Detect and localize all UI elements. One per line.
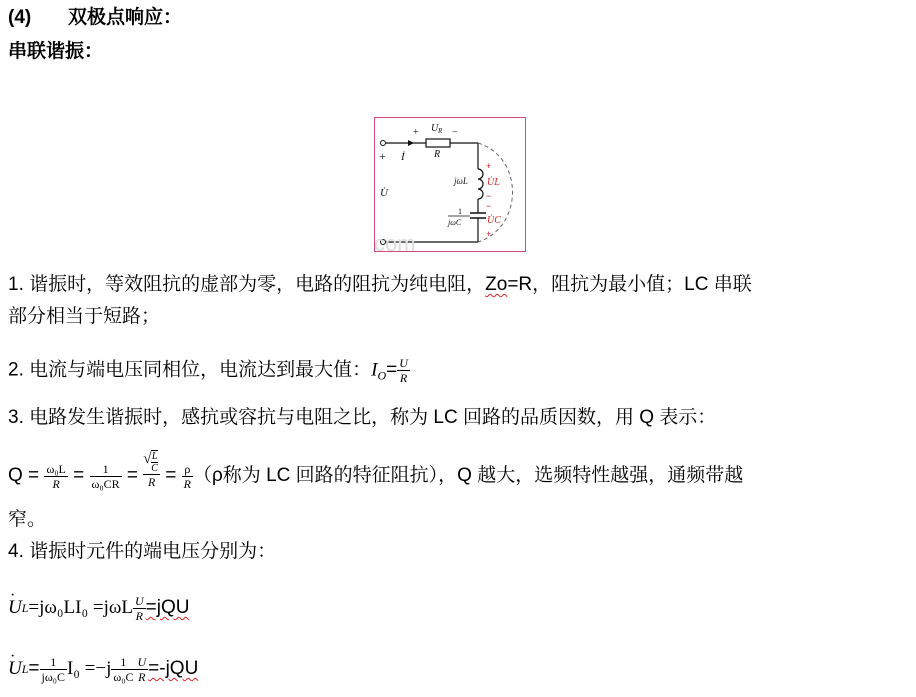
svg-text:İ: İ bbox=[401, 151, 405, 163]
item-2: 2. 电流与端电压同相位，电流达到最大值：$I_O=$ $\frac{U}{R}$ bbox=[8, 356, 408, 385]
svg-text:R: R bbox=[434, 149, 441, 160]
svg-text:R: R bbox=[438, 127, 443, 135]
fraction-1-over-jw0c: $\frac{1}{\text{jω₀C}}$ bbox=[41, 654, 65, 684]
svg-text:−: − bbox=[486, 191, 492, 201]
jqu-term-uc: =-jQU bbox=[148, 658, 199, 679]
terminal-top bbox=[381, 141, 386, 146]
fraction-sqrt-lc-over-r: √ $\frac{L}{C}$ R bbox=[143, 450, 158, 489]
resistor bbox=[426, 139, 450, 147]
section-subtitle: 串联谐振： bbox=[8, 41, 104, 62]
fraction-u-over-r-ul: $\frac{U}{R}$ bbox=[134, 593, 144, 623]
jqu-term-ul: =jQU bbox=[145, 597, 190, 618]
ul-formula: · U L =jω₀LI₀ =jωL $\frac{U}{R}$ =jQU bbox=[8, 588, 189, 628]
item-3: 3. 电路发生谐振时，感抗或容抗与电阻之比，称为 LC 回路的品质因数，用 Q 表示： bbox=[8, 407, 717, 428]
circuit-figure bbox=[374, 117, 526, 252]
fraction-rho-over-r: $\frac{\rho}{R}$ bbox=[183, 461, 191, 491]
svg-text:+: + bbox=[379, 149, 386, 163]
uc-formula: · U L = $\frac{1}{\text{jω₀C}}$ I₀ =−j $\frac{1}{\text{ω₀C}}$ $\frac{U}{R}$ =-jQU bbox=[8, 648, 198, 690]
svg-text:+: + bbox=[486, 161, 492, 171]
svg-text:U̇L: U̇L bbox=[487, 177, 500, 188]
svg-text:U̇: U̇ bbox=[380, 187, 388, 199]
svg-text:U: U bbox=[431, 123, 439, 134]
item-1-line-2: 部分相当于短路； bbox=[8, 306, 161, 327]
svg-text:−: − bbox=[486, 201, 492, 211]
svg-text:−: − bbox=[452, 127, 458, 138]
svg-text:jωL: jωL bbox=[454, 176, 468, 186]
fraction-u-over-r: $\frac{U}{R}$ bbox=[399, 356, 408, 385]
svg-text:1: 1 bbox=[458, 207, 462, 216]
fraction-1-over-w0c: $\frac{1}{\text{ω₀C}}$ bbox=[113, 654, 134, 684]
q-formula: Q = $\frac{\text{ω₀L}}{R}$ = $\frac{1}{\text{ω₀CR}}$ = √ $\frac{L}{C}$ R = $\frac{\rho}{R}$ （ρ称为 LC 回路的特征阻抗），Q 越大，选频特性越强，通频带越 bbox=[8, 450, 744, 491]
q-formula-line-2: 窄。 bbox=[8, 509, 47, 530]
series-rlc-circuit-diagram bbox=[374, 117, 526, 252]
svg-text:jωC: jωC bbox=[448, 218, 462, 227]
fraction-1-over-w0cr: $\frac{1}{\text{ω₀CR}}$ bbox=[91, 461, 120, 491]
item-1-line-1: 1. 谐振时，等效阻抗的虚部为零，电路的阻抗为纯电阻，Zo=R，阻抗为最小值；LC 串联 bbox=[8, 274, 752, 295]
section-number: (4) bbox=[8, 7, 32, 28]
zo-term: Zo bbox=[485, 274, 508, 295]
svg-text:U̇C: U̇C bbox=[487, 215, 501, 226]
svg-text:+: + bbox=[413, 127, 419, 138]
watermark: com bbox=[374, 231, 416, 252]
item-4: 4. 谐振时元件的端电压分别为： bbox=[8, 541, 277, 562]
svg-text:+: + bbox=[486, 229, 492, 239]
fraction-w0l-over-r: $\frac{\text{ω₀L}}{R}$ bbox=[46, 461, 66, 491]
section-title: 双极点响应： bbox=[68, 7, 183, 28]
fraction-u-over-r-uc: $\frac{U}{R}$ bbox=[137, 654, 147, 684]
